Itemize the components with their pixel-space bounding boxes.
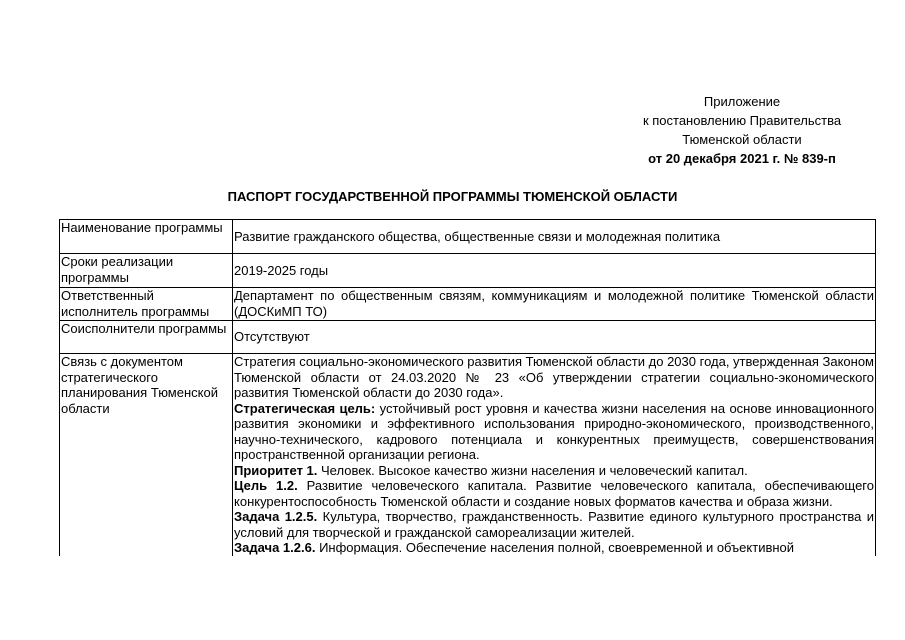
appendix-resolution: к постановлению Правительства [642, 113, 842, 128]
document-title: ПАСПОРТ ГОСУДАРСТВЕННОЙ ПРОГРАММЫ ТЮМЕНСКОЙ ОБЛАСТИ [227, 189, 678, 204]
appendix-date-number: от 20 декабря 2021 г. № 839-п [648, 151, 836, 166]
priority-paragraph [234, 463, 874, 479]
row-label: Соисполнители программы [60, 321, 233, 354]
task-text: Культура, творчество, гражданственность. Развитие единого культурного пространства и условий для творческой и гражданской самореализации жителей. [234, 509, 874, 540]
appendix-title: Приложение [703, 94, 781, 109]
task-lead: Задача 1.2.5. [234, 509, 318, 524]
task-paragraph [234, 540, 874, 556]
strategy-intro: Стратегия социально-экономического развития Тюменской области до 2030 года, утвержденная Законом Тюменской области от 24.03.2020 № 23 «Об утверждении стратегии социально-экономического развития Тюменской области до 2030 года». [234, 354, 874, 400]
priority-text: Человек. Высокое качество жизни населения и человеческий капитал. [317, 462, 748, 478]
priority-lead: Приоритет 1. [234, 462, 318, 478]
passport-table [59, 219, 876, 556]
row-value: Отсутствуют [233, 321, 876, 354]
row-value: Развитие гражданского общества, общественные связи и молодежная политика [233, 220, 876, 254]
row-label: Ответственный исполнитель программы [60, 288, 233, 321]
task-text: Информация. Обеспечение населения полной, своевременной и объективной [315, 540, 795, 555]
appendix-block [600, 92, 884, 168]
row-label: Связь с документом стратегического планирования Тюменской области [60, 354, 233, 556]
task-paragraph [234, 509, 874, 540]
target-text: Развитие человеческого капитала. Развитие человеческого капитала, обеспечивающего конкурентоспособность Тюменской области и создание новых форматов качества и образа жизни. [234, 478, 874, 509]
target-lead: Цель 1.2. [234, 478, 298, 493]
strategic-goal-lead: Стратегическая цель: [234, 400, 376, 416]
strategic-goal-text: устойчивый рост уровня и качества жизни населения на основе инновационного развития экономики и эффективного использования природно-экономического, производственного, научно-технического, кадрового потенциала и конкурентных преимуществ, совершенствования пространственной организации региона. [234, 400, 874, 462]
row-label: Наименование программы [60, 220, 233, 254]
target-paragraph [234, 478, 874, 509]
table-row [60, 288, 876, 321]
task-lead: Задача 1.2.6. [234, 540, 316, 555]
table-row [60, 354, 876, 556]
table-row [60, 220, 876, 254]
row-value: Департамент по общественным связям, коммуникациям и молодежной политике Тюменской области (ДОСКиМП ТО) [234, 288, 874, 319]
table-row [60, 321, 876, 354]
strategy-cell [233, 354, 876, 556]
strategic-goal-paragraph [234, 401, 874, 463]
row-value: 2019-2025 годы [233, 254, 876, 288]
row-label: Сроки реализации программы [60, 254, 233, 288]
appendix-region: Тюменской области [682, 132, 802, 147]
table-row [60, 254, 876, 288]
